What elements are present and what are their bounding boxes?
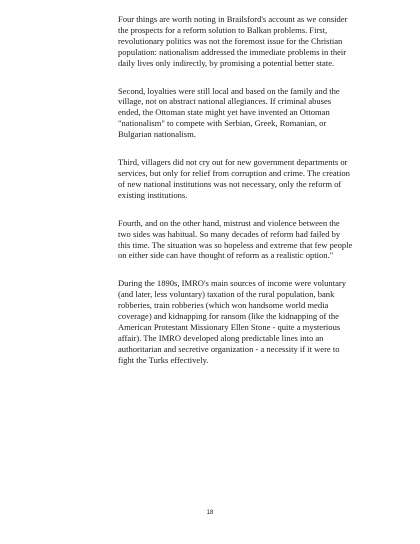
page-body: [118, 14, 354, 383]
paragraph-third-point: Third, villagers did not cry out for new government departments or services, but only for relief from corruption and crime. The creation of new national institutions was not necessary, only the reform of existing institutions.: [118, 157, 350, 200]
paragraph-second-point: Second, loyalties were still local and based on the family and the village, not on abstract national allegiances. If criminal abuses ended, the Ottoman state might yet have invented an Ottoman "nationalism" to compete with Serbian, Greek, Romanian, or Bulgarian nationalism.: [118, 85, 340, 140]
page-number: 18: [206, 510, 214, 516]
paragraph-first-point: Four things are worth noting in Brailsford's account as we consider the prospects for a reform solution to Balkan problems. First, revolutionary politics was not the foremost issue for the Christian population: nationalism addressed the immediate problems in their daily lives only indirectly, by promising a potential better state.: [118, 14, 348, 68]
paragraph-fourth-point: Fourth, and on the other hand, mistrust and violence between the two sides was habitual. So many decades of reform had failed by this time. The situation was so hopeless and extreme that few people on either side can have thought of reform as a realistic option.": [118, 217, 353, 261]
paragraph-imro-income: During the 1890s, IMRO's main sources of income were voluntary (and later, less voluntary) taxation of the rural population, bank robberies, train robberies (which won handsome world media coverage) and kidnapping for ransom (like the kidnapping of the American Protestant Missionary Ellen Stone - quite a mysterious affair). The IMRO developed along predictable lines into an authoritarian and secretive organization - a necessity if it were to fight the Turks effectively.: [118, 278, 346, 365]
